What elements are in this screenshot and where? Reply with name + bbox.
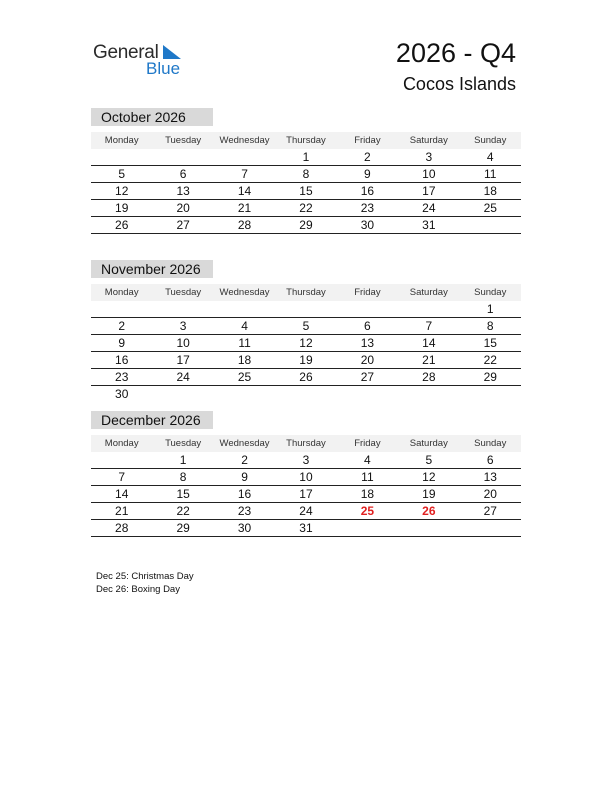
weekday-label: Friday [354, 135, 381, 146]
month-label: December 2026 [91, 411, 213, 429]
logo [93, 42, 193, 80]
day-cell: 17 [299, 487, 313, 501]
day-cell [214, 301, 275, 317]
day-cell: 15 [483, 336, 497, 350]
day-cell: 9 [241, 470, 248, 484]
week-row [91, 469, 521, 486]
day-cell: 1 [302, 150, 310, 164]
day-cell: 27 [483, 504, 497, 518]
weekday-header [91, 132, 521, 149]
day-cell: 25 [483, 201, 497, 215]
day-cell: 11 [361, 470, 374, 484]
holiday-notes [96, 570, 194, 596]
day-cell: 7 [118, 470, 126, 484]
weekday-label: Saturday [409, 438, 448, 449]
day-cell: 26 [299, 370, 313, 384]
day-cell: 25 [237, 370, 252, 384]
day-cell: 18 [360, 487, 375, 501]
logo-general-text: General [93, 42, 159, 63]
week-row [91, 217, 521, 234]
day-cell [460, 386, 521, 402]
day-cell: 5 [118, 167, 126, 181]
weekday-header [91, 435, 521, 452]
weekday-label: Thursday [286, 135, 326, 146]
weekday-label: Monday [104, 135, 139, 146]
day-cell: 13 [360, 336, 375, 350]
weekday-label: Thursday [286, 438, 326, 449]
day-cell: 28 [422, 370, 436, 384]
weekday-label: Saturday [409, 135, 448, 146]
week-row [91, 369, 521, 386]
weekday-label: Monday [104, 287, 139, 298]
day-cell: 29 [299, 218, 313, 232]
day-cell: 12 [115, 184, 129, 198]
day-cell: 8 [302, 167, 310, 181]
day-cell: 14 [237, 184, 252, 198]
day-cell: 29 [483, 370, 497, 384]
day-cell: 28 [237, 218, 252, 232]
day-cell [91, 301, 152, 317]
day-cell: 20 [176, 201, 190, 215]
day-cell: 3 [179, 319, 187, 333]
day-cell [91, 452, 152, 468]
day-cell: 7 [425, 319, 433, 333]
day-cell: 9 [118, 336, 126, 350]
day-cell: 21 [237, 201, 252, 215]
week-row [91, 200, 521, 217]
day-cell [398, 301, 459, 317]
day-cell [337, 301, 398, 317]
day-cell: 8 [179, 470, 187, 484]
weekday-header [91, 284, 521, 301]
week-row [91, 183, 521, 200]
day-cell: 13 [483, 470, 497, 484]
month-october [91, 108, 521, 234]
weekday-label: Monday [104, 438, 139, 449]
day-cell: 1 [179, 453, 187, 467]
day-cell: 27 [176, 218, 190, 232]
day-cell: 23 [360, 201, 375, 215]
day-cell: 10 [422, 167, 436, 181]
day-cell: 5 [425, 453, 433, 467]
page-title: 2026 - Q4 [395, 38, 516, 68]
day-cell: 15 [299, 184, 313, 198]
week-row [91, 301, 521, 318]
weekday-label: Wednesday [219, 135, 270, 146]
day-cell: 29 [176, 521, 190, 535]
day-cell: 3 [302, 453, 310, 467]
week-row [91, 386, 521, 402]
day-cell: 24 [422, 201, 436, 215]
weekday-label: Wednesday [219, 287, 270, 298]
day-cell: 11 [238, 336, 251, 350]
weekday-label: Friday [354, 438, 381, 449]
day-cell: 4 [241, 319, 248, 333]
week-row [91, 166, 521, 183]
day-cell: 1 [486, 302, 494, 316]
weekday-label: Tuesday [165, 287, 202, 298]
day-cell: 12 [299, 336, 313, 350]
weekday-label: Friday [354, 287, 381, 298]
day-cell [337, 520, 398, 536]
day-cell: 30 [115, 387, 129, 401]
day-cell: 21 [422, 353, 436, 367]
day-cell: 17 [422, 184, 436, 198]
holiday-note: Dec 25: Christmas Day [96, 571, 194, 582]
day-cell: 18 [483, 184, 497, 198]
weeks [91, 452, 521, 537]
day-cell: 5 [302, 319, 310, 333]
week-row [91, 318, 521, 335]
day-cell: 6 [364, 319, 371, 333]
day-cell: 20 [483, 487, 497, 501]
day-cell: 23 [115, 370, 129, 384]
day-cell: 13 [176, 184, 190, 198]
day-cell: 10 [176, 336, 190, 350]
day-cell: 30 [237, 521, 252, 535]
day-cell: 16 [115, 353, 129, 367]
week-row [91, 486, 521, 503]
day-cell [91, 149, 152, 165]
day-cell [214, 386, 275, 402]
day-cell [398, 386, 459, 402]
day-cell: 6 [179, 167, 187, 181]
weekday-label: Sunday [474, 438, 507, 449]
day-cell: 24 [176, 370, 190, 384]
day-cell: 7 [241, 167, 248, 181]
day-cell: 30 [360, 218, 375, 232]
day-cell: 14 [422, 336, 436, 350]
day-cell: 22 [483, 353, 497, 367]
week-row [91, 335, 521, 352]
weeks [91, 301, 521, 402]
day-cell: 24 [299, 504, 313, 518]
day-cell [152, 149, 213, 165]
day-cell [152, 386, 213, 402]
day-cell [337, 386, 398, 402]
day-cell: 8 [486, 319, 494, 333]
day-cell: 22 [176, 504, 190, 518]
day-cell: 17 [176, 353, 190, 367]
day-cell: 14 [115, 487, 129, 501]
day-cell: 27 [360, 370, 375, 384]
day-cell [275, 301, 336, 317]
weekday-label: Sunday [474, 287, 507, 298]
day-cell: 19 [422, 487, 436, 501]
week-row [91, 520, 521, 537]
day-cell: 16 [237, 487, 252, 501]
day-cell: 4 [364, 453, 371, 467]
day-cell: 26 [115, 218, 129, 232]
day-cell: 31 [422, 218, 436, 232]
day-cell: 19 [115, 201, 129, 215]
holiday-note: Dec 26: Boxing Day [96, 584, 180, 595]
day-cell [460, 520, 521, 536]
month-november [91, 260, 521, 402]
day-cell: 11 [484, 167, 497, 181]
weekday-label: Sunday [474, 135, 507, 146]
day-cell: 10 [299, 470, 313, 484]
day-cell [214, 149, 275, 165]
day-cell: 2 [118, 319, 126, 333]
day-cell: 18 [237, 353, 252, 367]
week-row [91, 352, 521, 369]
day-cell: 22 [299, 201, 313, 215]
day-cell: 19 [299, 353, 313, 367]
holiday-day-cell: 26 [422, 504, 436, 518]
week-row [91, 149, 521, 166]
weekday-label: Tuesday [165, 135, 202, 146]
page-subtitle: Cocos Islands [402, 74, 516, 94]
holiday-day-cell: 25 [360, 504, 375, 518]
day-cell: 20 [360, 353, 375, 367]
month-december [91, 411, 521, 537]
day-cell: 4 [486, 150, 494, 164]
weekday-label: Thursday [286, 287, 326, 298]
day-cell: 31 [299, 521, 313, 535]
day-cell [275, 386, 336, 402]
day-cell: 28 [115, 521, 129, 535]
day-cell [152, 301, 213, 317]
weekday-label: Tuesday [165, 438, 202, 449]
day-cell [398, 520, 459, 536]
weekday-label: Saturday [409, 287, 448, 298]
day-cell: 15 [176, 487, 190, 501]
weekday-label: Wednesday [219, 438, 270, 449]
day-cell: 6 [486, 453, 494, 467]
day-cell [460, 217, 521, 233]
day-cell: 2 [241, 453, 248, 467]
day-cell: 21 [115, 504, 129, 518]
day-cell: 23 [237, 504, 252, 518]
logo-blue-text: Blue [146, 59, 181, 78]
month-label: November 2026 [91, 260, 213, 278]
week-row [91, 452, 521, 469]
weeks [91, 149, 521, 234]
month-label: October 2026 [91, 108, 213, 126]
day-cell: 12 [422, 470, 436, 484]
day-cell: 3 [425, 150, 433, 164]
day-cell: 9 [364, 167, 371, 181]
week-row [91, 503, 521, 520]
day-cell: 16 [360, 184, 375, 198]
day-cell: 2 [364, 150, 371, 164]
